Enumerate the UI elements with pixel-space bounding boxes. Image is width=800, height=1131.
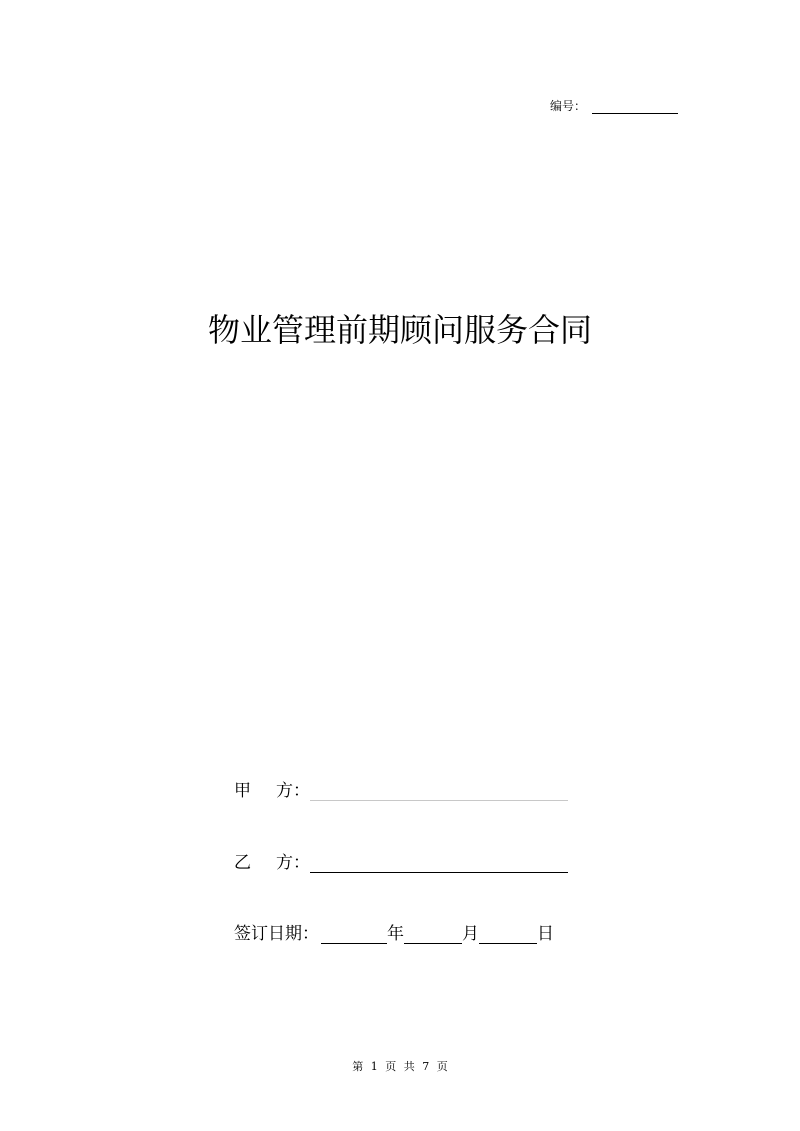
party-b-char2-wrap xyxy=(276,848,310,873)
party-a-label xyxy=(234,776,310,801)
party-b-label xyxy=(234,848,310,873)
party-a-char2: 方 xyxy=(276,781,293,801)
party-b-row xyxy=(234,848,568,873)
party-a-blank-line[interactable] xyxy=(310,784,568,801)
party-a-char1: 甲 xyxy=(234,781,251,801)
serial-blank-line[interactable] xyxy=(592,101,678,114)
document-title: 物业管理前期顾问服务合同 xyxy=(207,311,592,349)
party-a-char2-wrap xyxy=(276,776,310,801)
serial-label: 编号： xyxy=(550,99,587,113)
page-footer: 第 1 页 共 7 页 xyxy=(352,1060,448,1073)
sign-date-row xyxy=(234,919,554,944)
year-blank-line[interactable] xyxy=(321,927,387,944)
day-label: 日 xyxy=(537,924,554,944)
day-blank-line[interactable] xyxy=(479,927,537,944)
party-b-blank-line[interactable] xyxy=(310,856,568,873)
party-a-colon: ： xyxy=(293,781,310,801)
party-b-char2: 方 xyxy=(276,853,293,873)
serial-number xyxy=(550,97,678,114)
month-blank-line[interactable] xyxy=(404,927,462,944)
party-a-row xyxy=(234,776,568,801)
year-label: 年 xyxy=(387,924,404,944)
party-b-colon: ： xyxy=(293,853,310,873)
sign-date-label: 签订日期： xyxy=(234,924,319,944)
month-label: 月 xyxy=(462,924,479,944)
party-b-char1: 乙 xyxy=(234,853,251,873)
